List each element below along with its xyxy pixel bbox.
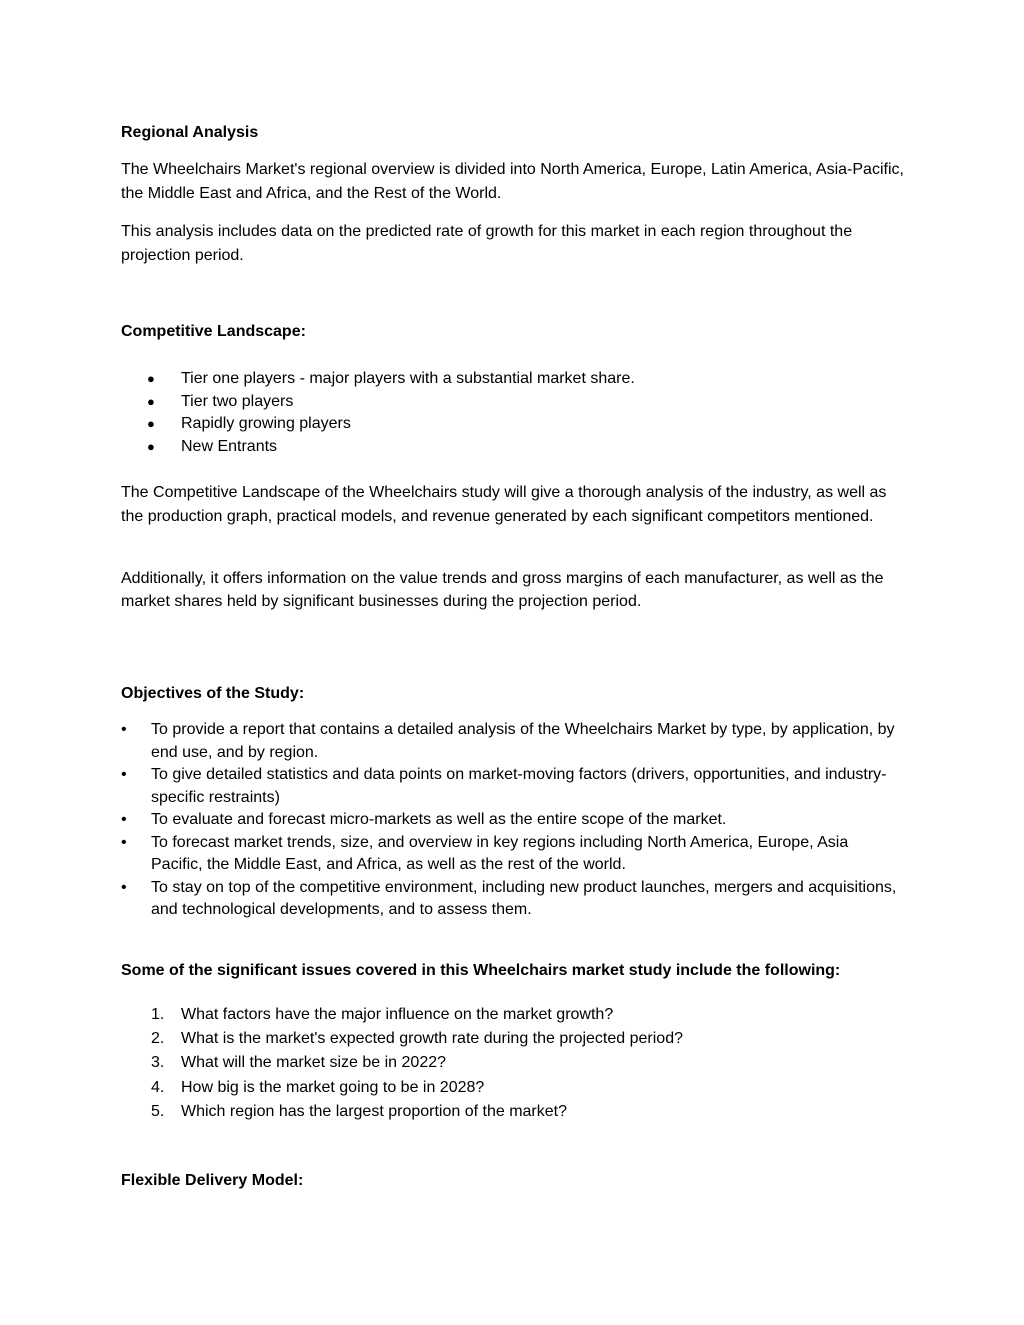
list-item: • To forecast market trends, size, and overview in key regions including North America, Europe, Asia Pacific, the Middle East, and Africa, as well as the rest of the world. (121, 833, 849, 873)
bullet-icon: • (121, 833, 127, 851)
list-item: • To give detailed statistics and data points on market-moving factors (drivers, opportunities, and industry-specific restraints) (121, 766, 887, 806)
bullet-icon: • (121, 878, 127, 896)
list-item: ● New Entrants (121, 436, 635, 459)
competitive-paragraph-1: The Competitive Landscape of the Wheelchairs study will give a thorough analysis of the industry, as well as the production graph, practical models, and revenue generated by each significant competitors mentioned. (121, 484, 887, 525)
regional-paragraph-1: The Wheelchairs Market's regional overview is divided into North America, Europe, Latin America, Asia-Pacific, the Middle East and Africa, and the Rest of the World. (121, 161, 904, 202)
regional-analysis-heading: Regional Analysis (121, 124, 259, 141)
list-item: 4. How big is the market going to be in 2028? (151, 1078, 485, 1096)
bullet-icon: • (121, 721, 127, 738)
bullet-icon: ● (147, 393, 155, 409)
issues-list (121, 1003, 683, 1124)
bullet-icon: • (121, 766, 127, 783)
competitive-paragraph-2: Additionally, it offers information on the value trends and gross margins of each manufacturer, as well as the market shares held by significant businesses during the projection period. (121, 570, 884, 610)
bullet-icon: ● (147, 416, 155, 431)
list-item: ● Tier two players (121, 391, 635, 414)
list-item: • To evaluate and forecast micro-markets as well as the entire scope of the market. (121, 809, 901, 832)
list-item: 3. What will the market size be in 2022? (151, 1054, 447, 1072)
list-item: ● Tier one players - major players with a substantial market share. (121, 368, 635, 391)
list-item: 2. What is the market's expected growth rate during the projected period? (151, 1030, 683, 1048)
list-item: ● Rapidly growing players (121, 413, 635, 436)
bullet-icon: • (121, 811, 127, 828)
bullet-icon: ● (147, 371, 155, 386)
objectives-list (121, 719, 901, 922)
competitive-bullet-list (121, 368, 635, 458)
bullet-icon: ● (147, 438, 155, 454)
issues-heading: Some of the significant issues covered in this Wheelchairs market study include the following: (121, 962, 841, 979)
list-item: 5. Which region has the largest proportion of the market? (151, 1102, 567, 1120)
regional-paragraph-2: This analysis includes data on the predicted rate of growth for this market in each region throughout the projection period. (121, 223, 853, 264)
objectives-heading: Objectives of the Study: (121, 685, 305, 702)
competitive-landscape-heading: Competitive Landscape: (121, 323, 306, 340)
list-item: 1. What factors have the major influence on the market growth? (151, 1006, 614, 1023)
flexible-delivery-heading: Flexible Delivery Model: (121, 1172, 304, 1189)
list-item: • To stay on top of the competitive environment, including new product launches, mergers and acquisitions, and technological developments, and to assess them. (121, 878, 897, 918)
list-item: • To provide a report that contains a detailed analysis of the Wheelchairs Market by type, by application, by end use, and by region. (121, 721, 895, 761)
